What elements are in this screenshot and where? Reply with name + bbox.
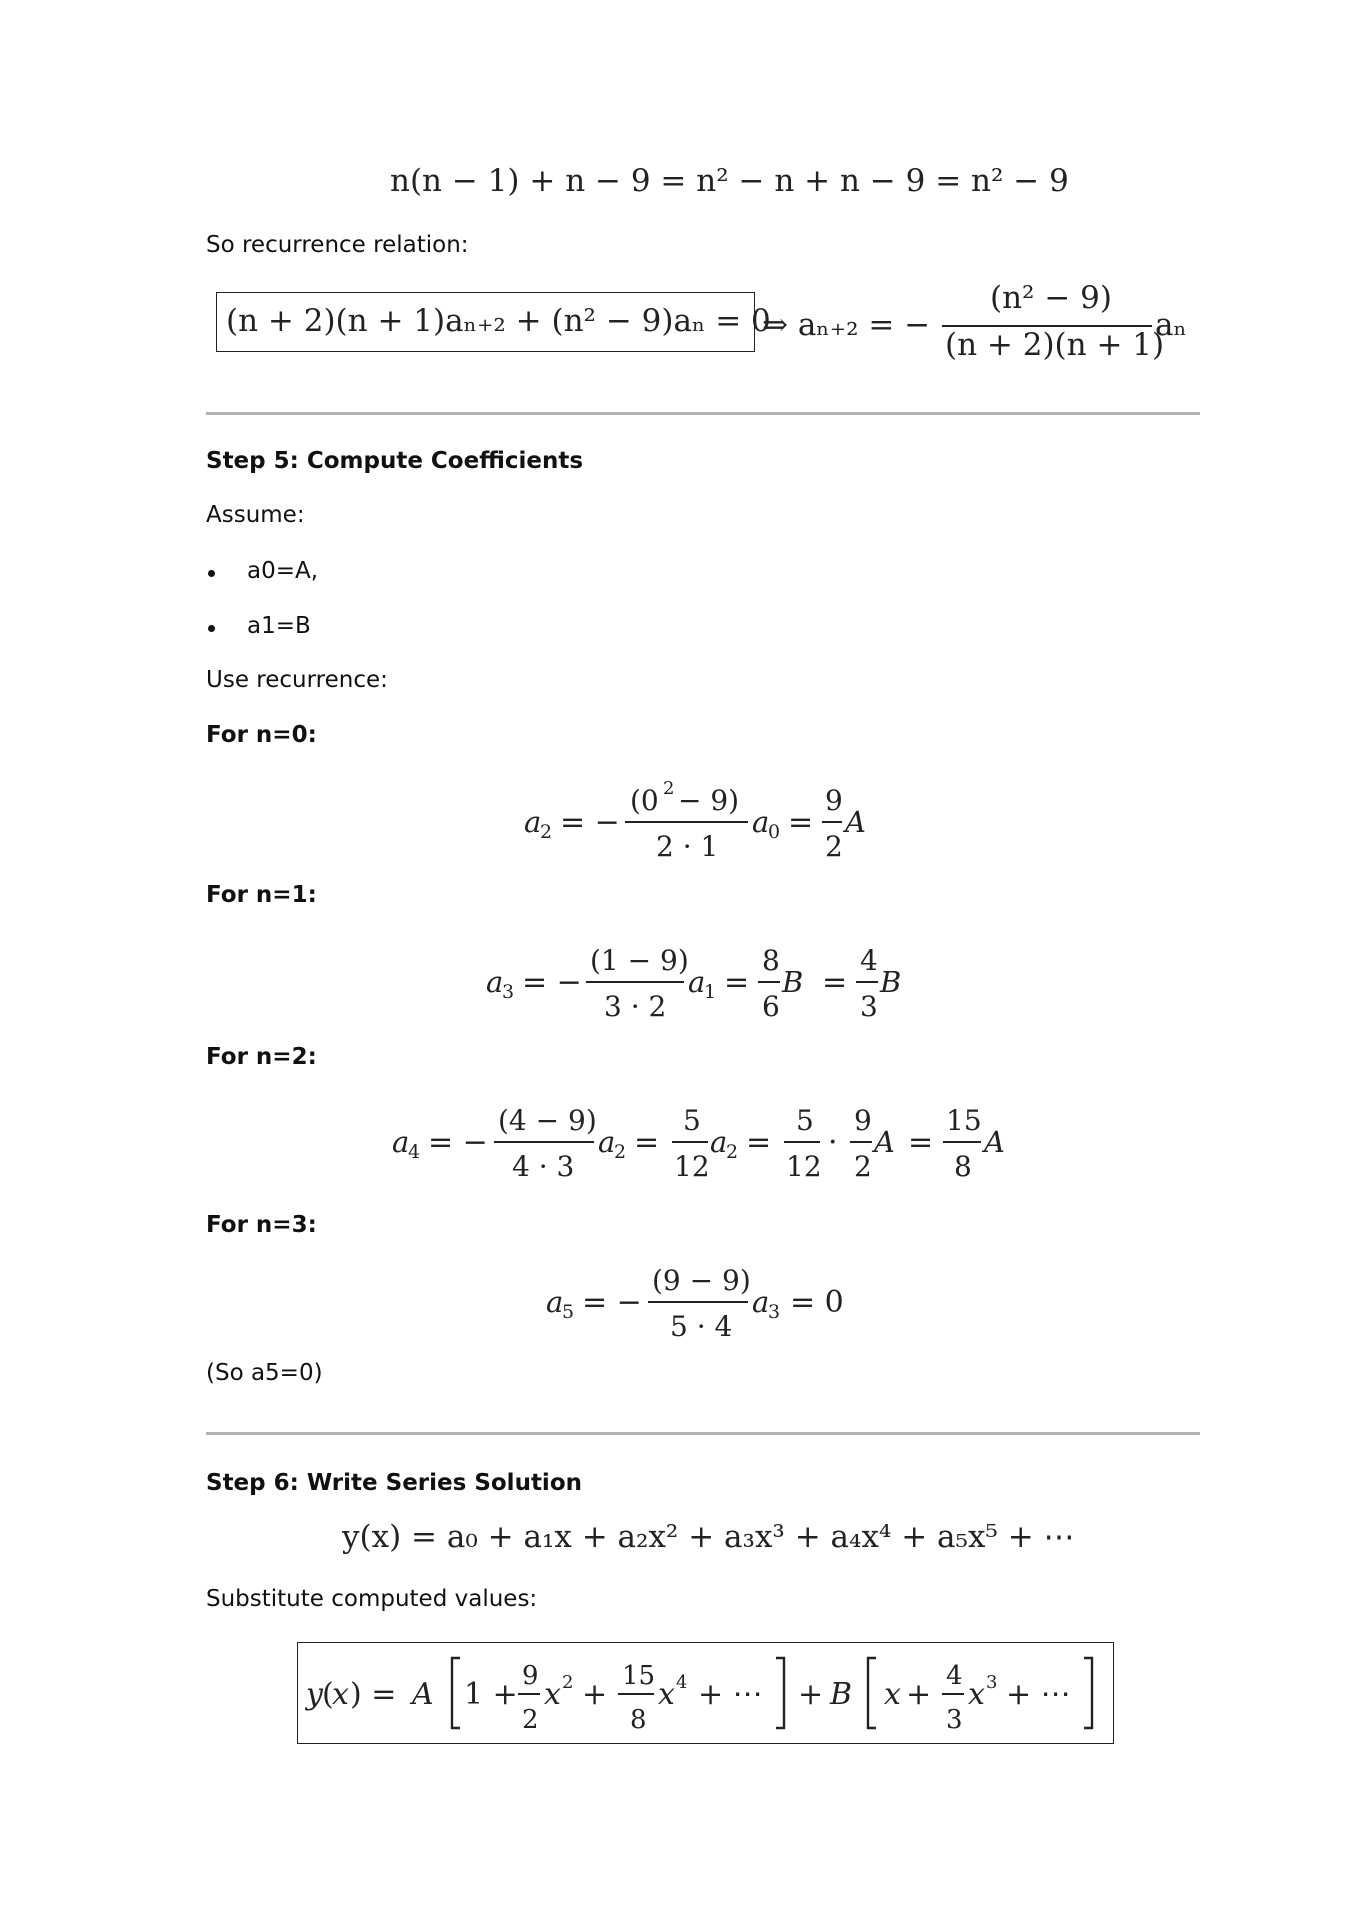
svg-text:) =: ) = bbox=[350, 1677, 397, 1712]
bullet-dot bbox=[208, 625, 215, 632]
svg-text:a: a bbox=[752, 805, 770, 839]
svg-text:(4 − 9): (4 − 9) bbox=[498, 1104, 597, 1137]
svg-text:9: 9 bbox=[854, 1104, 872, 1137]
svg-text:A: A bbox=[412, 1677, 434, 1712]
substitute-label: Substitute computed values: bbox=[206, 1586, 538, 1612]
svg-text:15: 15 bbox=[946, 1104, 982, 1137]
series-equation: y(x) = a₀ + a₁x + a₂x² + a₃x³ + a₄x⁴ + a₅x⁵ + ⋯ bbox=[342, 1519, 1075, 1555]
svg-text:3: 3 bbox=[946, 1705, 963, 1735]
svg-text:9: 9 bbox=[522, 1661, 539, 1691]
a3-equation bbox=[482, 930, 942, 1040]
divider-1 bbox=[206, 412, 1200, 415]
svg-text:2: 2 bbox=[726, 1141, 739, 1163]
svg-text:x: x bbox=[332, 1677, 349, 1712]
svg-text:12: 12 bbox=[674, 1150, 710, 1183]
svg-text:− 9): − 9) bbox=[678, 784, 740, 817]
a5-equation bbox=[542, 1250, 862, 1360]
svg-text:= 0: = 0 bbox=[790, 1285, 844, 1320]
step5-heading: Step 5: Compute Coefficients bbox=[206, 448, 584, 474]
svg-text:2: 2 bbox=[522, 1705, 539, 1735]
svg-text:= −: = − bbox=[560, 805, 620, 840]
svg-text:5: 5 bbox=[683, 1104, 701, 1137]
recurrence-fraction-denominator: (n + 2)(n + 1) bbox=[945, 327, 1165, 363]
svg-text:=: = bbox=[822, 965, 848, 1000]
svg-text:2 · 1: 2 · 1 bbox=[656, 830, 719, 863]
case-n2-label: For n=2: bbox=[206, 1044, 317, 1070]
recurrence-implies: ⇒ aₙ₊₂ = − bbox=[762, 307, 931, 343]
svg-text:12: 12 bbox=[786, 1150, 822, 1183]
svg-text:A: A bbox=[845, 805, 866, 839]
svg-text:·: · bbox=[828, 1125, 838, 1160]
bullet-a1: a1=B bbox=[247, 613, 311, 639]
svg-text:a: a bbox=[392, 1125, 410, 1159]
svg-text:4: 4 bbox=[860, 944, 878, 977]
svg-text:a: a bbox=[486, 965, 504, 999]
svg-text:a: a bbox=[598, 1125, 616, 1159]
svg-text:5 · 4: 5 · 4 bbox=[670, 1310, 733, 1343]
recurrence-intro: So recurrence relation: bbox=[206, 232, 469, 258]
svg-text:+: + bbox=[906, 1677, 932, 1712]
svg-text:A: A bbox=[984, 1125, 1005, 1159]
svg-text:+: + bbox=[582, 1677, 608, 1712]
svg-text:=: = bbox=[746, 1125, 772, 1160]
svg-text:15: 15 bbox=[622, 1661, 656, 1691]
svg-text:(1 − 9): (1 − 9) bbox=[590, 944, 689, 977]
svg-text:3: 3 bbox=[986, 1672, 998, 1693]
svg-text:A: A bbox=[874, 1125, 895, 1159]
svg-text:=: = bbox=[634, 1125, 660, 1160]
svg-text:a: a bbox=[546, 1285, 564, 1319]
svg-text:2: 2 bbox=[562, 1672, 574, 1693]
svg-text:B: B bbox=[782, 965, 804, 999]
step6-heading: Step 6: Write Series Solution bbox=[206, 1470, 582, 1496]
svg-text:3: 3 bbox=[502, 981, 515, 1003]
recurrence-fraction-numerator: (n² − 9) bbox=[990, 280, 1112, 316]
svg-text:2: 2 bbox=[854, 1150, 872, 1183]
svg-text:x: x bbox=[544, 1677, 561, 1712]
svg-text:2: 2 bbox=[825, 830, 843, 863]
svg-text:8: 8 bbox=[630, 1705, 647, 1735]
svg-text:a: a bbox=[524, 805, 542, 839]
a2-equation bbox=[520, 770, 900, 880]
svg-text:5: 5 bbox=[562, 1301, 575, 1323]
svg-text:= −: = − bbox=[582, 1285, 642, 1320]
svg-text:(: ( bbox=[322, 1677, 334, 1712]
assume-label: Assume: bbox=[206, 502, 305, 528]
svg-text:B: B bbox=[880, 965, 902, 999]
case-n1-label: For n=1: bbox=[206, 882, 317, 908]
case-n0-label: For n=0: bbox=[206, 722, 317, 748]
recurrence-boxed-equation: (n + 2)(n + 1)aₙ₊₂ + (n² − 9)aₙ = 0 bbox=[226, 303, 771, 339]
svg-text:x: x bbox=[968, 1677, 985, 1712]
svg-text:1 +: 1 + bbox=[464, 1677, 518, 1712]
svg-text:8: 8 bbox=[762, 944, 780, 977]
svg-text:8: 8 bbox=[954, 1150, 972, 1183]
svg-text:5: 5 bbox=[796, 1104, 814, 1137]
svg-text:a: a bbox=[688, 965, 706, 999]
svg-text:= −: = − bbox=[428, 1125, 488, 1160]
case-n3-label: For n=3: bbox=[206, 1212, 317, 1238]
recurrence-trailing: aₙ bbox=[1155, 307, 1187, 343]
svg-text:4: 4 bbox=[408, 1141, 421, 1163]
svg-text:x: x bbox=[884, 1677, 901, 1712]
svg-text:y: y bbox=[306, 1677, 323, 1712]
svg-text:=: = bbox=[724, 965, 750, 1000]
svg-text:B: B bbox=[830, 1677, 853, 1712]
svg-text:6: 6 bbox=[762, 990, 780, 1023]
svg-text:2: 2 bbox=[540, 821, 553, 843]
bullet-a0: a0=A, bbox=[247, 558, 319, 584]
svg-text:+: + bbox=[798, 1677, 824, 1712]
svg-text:4: 4 bbox=[676, 1672, 688, 1693]
svg-text:4: 4 bbox=[946, 1661, 963, 1691]
divider-2 bbox=[206, 1432, 1200, 1435]
top-equation: n(n − 1) + n − 9 = n² − n + n − 9 = n² − 9 bbox=[390, 163, 1069, 199]
svg-text:a: a bbox=[752, 1285, 770, 1319]
a4-equation bbox=[388, 1090, 1028, 1200]
svg-text:1: 1 bbox=[704, 981, 717, 1003]
svg-text:3 · 2: 3 · 2 bbox=[604, 990, 667, 1023]
svg-text:a: a bbox=[710, 1125, 728, 1159]
svg-text:= −: = − bbox=[522, 965, 582, 1000]
svg-text:+ ⋯: + ⋯ bbox=[1006, 1677, 1071, 1712]
svg-text:2: 2 bbox=[663, 778, 675, 799]
svg-text:4 · 3: 4 · 3 bbox=[512, 1150, 575, 1183]
svg-text:3: 3 bbox=[768, 1301, 781, 1323]
svg-text:(0: (0 bbox=[630, 784, 659, 817]
svg-text:0: 0 bbox=[768, 821, 781, 843]
svg-text:=: = bbox=[908, 1125, 934, 1160]
svg-text:=: = bbox=[788, 805, 814, 840]
svg-text:(9 − 9): (9 − 9) bbox=[652, 1264, 751, 1297]
svg-text:9: 9 bbox=[825, 784, 843, 817]
series-solution-equation bbox=[300, 1644, 1112, 1742]
a5-note: (So a5=0) bbox=[206, 1360, 323, 1386]
svg-text:3: 3 bbox=[860, 990, 878, 1023]
bullet-dot bbox=[208, 570, 215, 577]
svg-text:x: x bbox=[658, 1677, 675, 1712]
svg-text:2: 2 bbox=[614, 1141, 627, 1163]
use-recurrence-label: Use recurrence: bbox=[206, 667, 388, 693]
svg-text:+ ⋯: + ⋯ bbox=[698, 1677, 763, 1712]
